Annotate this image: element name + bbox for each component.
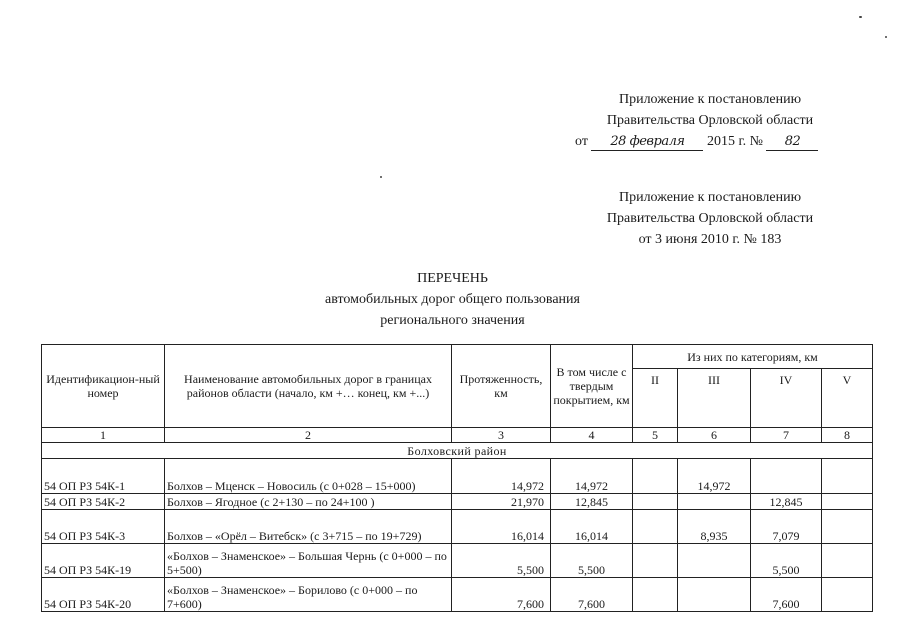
road-length: 5,500 xyxy=(452,544,551,578)
road-paved: 12,845 xyxy=(551,494,633,510)
column-number: 3 xyxy=(452,428,551,443)
road-cat-ii xyxy=(633,578,678,612)
road-length: 7,600 xyxy=(452,578,551,612)
table-row xyxy=(42,494,873,510)
scan-speck xyxy=(859,16,862,18)
column-number: 5 xyxy=(633,428,678,443)
original-line-2: Правительства Орловской области xyxy=(606,211,814,226)
column-number: 2 xyxy=(165,428,452,443)
road-cat-iii: 14,972 xyxy=(678,459,751,494)
original-header xyxy=(560,187,860,250)
road-name: Болхов – Мценск – Новосиль (с 0+028 – 15+000) xyxy=(165,459,452,494)
road-cat-ii xyxy=(633,544,678,578)
road-id: 54 ОП РЗ 54К-2 xyxy=(42,494,165,510)
approval-year: 2015 г. № xyxy=(706,134,763,149)
road-paved: 5,500 xyxy=(551,544,633,578)
column-number: 1 xyxy=(42,428,165,443)
road-length: 21,970 xyxy=(452,494,551,510)
road-cat-ii xyxy=(633,510,678,544)
district-name: Болховский район xyxy=(42,443,873,459)
roads-table xyxy=(41,344,873,612)
header-cat-iv: IV xyxy=(751,369,822,428)
road-cat-ii xyxy=(633,494,678,510)
road-cat-v xyxy=(822,544,873,578)
road-name: Болхов – «Орёл – Витебск» (с 3+715 – по 19+729) xyxy=(165,510,452,544)
header-paved: В том числе с твердым покрытием, км xyxy=(551,345,633,428)
road-paved: 7,600 xyxy=(551,578,633,612)
original-line-1: Приложение к постановлению xyxy=(618,190,802,205)
road-length: 16,014 xyxy=(452,510,551,544)
road-cat-iii xyxy=(678,494,751,510)
table-row xyxy=(42,578,873,612)
approval-prefix: от xyxy=(575,134,588,149)
road-cat-v xyxy=(822,459,873,494)
road-id: 54 ОП РЗ 54К-20 xyxy=(42,578,165,612)
title-line-3: регионального значения xyxy=(380,313,525,328)
road-id: 54 ОП РЗ 54К-1 xyxy=(42,459,165,494)
column-number: 6 xyxy=(678,428,751,443)
table-row xyxy=(42,510,873,544)
header-cat-ii: II xyxy=(633,369,678,428)
header-name: Наименование автомобильных дорог в границах районов области (начало, км +… конец, км +...) xyxy=(165,345,452,428)
road-cat-iv: 7,079 xyxy=(751,510,822,544)
column-numbers-row xyxy=(42,428,873,443)
road-cat-iv: 12,845 xyxy=(751,494,822,510)
header-cat-iii: III xyxy=(678,369,751,428)
header-categories: Из них по категориям, км xyxy=(633,345,873,369)
road-paved: 14,972 xyxy=(551,459,633,494)
title-line-1: ПЕРЕЧЕНЬ xyxy=(417,271,488,286)
header-cat-v: V xyxy=(822,369,873,428)
scan-speck xyxy=(380,176,382,178)
scan-speck xyxy=(885,36,887,38)
header-length: Протяженность, км xyxy=(452,345,551,428)
header-id: Идентификацион-ный номер xyxy=(42,345,165,428)
district-row xyxy=(42,443,873,459)
approval-line-1: Приложение к постановлению xyxy=(618,92,802,107)
road-cat-iii: 8,935 xyxy=(678,510,751,544)
road-cat-ii xyxy=(633,459,678,494)
column-number: 8 xyxy=(822,428,873,443)
road-cat-v xyxy=(822,510,873,544)
road-paved: 16,014 xyxy=(551,510,633,544)
road-name: «Болхов – Знаменское» – Борилово (с 0+000 – по 7+600) xyxy=(165,578,452,612)
road-cat-iv xyxy=(751,459,822,494)
road-cat-v xyxy=(822,494,873,510)
approval-line-2: Правительства Орловской области xyxy=(606,113,814,128)
table-row xyxy=(42,544,873,578)
road-cat-iii xyxy=(678,544,751,578)
road-cat-iii xyxy=(678,578,751,612)
approval-line-3 xyxy=(560,131,860,152)
title-line-2: автомобильных дорог общего пользования xyxy=(325,292,580,307)
road-length: 14,972 xyxy=(452,459,551,494)
original-line-3: от 3 июня 2010 г. № 183 xyxy=(638,232,782,247)
road-cat-v xyxy=(822,578,873,612)
road-id: 54 ОП РЗ 54К-3 xyxy=(42,510,165,544)
document-title xyxy=(0,268,905,331)
handwritten-date: 28 февраля xyxy=(591,133,703,151)
road-id: 54 ОП РЗ 54К-19 xyxy=(42,544,165,578)
road-name: «Болхов – Знаменское» – Большая Чернь (с 0+000 – по 5+500) xyxy=(165,544,452,578)
road-cat-iv: 5,500 xyxy=(751,544,822,578)
column-number: 7 xyxy=(751,428,822,443)
table-row xyxy=(42,459,873,494)
road-cat-iv: 7,600 xyxy=(751,578,822,612)
column-number: 4 xyxy=(551,428,633,443)
approval-header xyxy=(560,89,860,152)
handwritten-number: 82 xyxy=(766,133,818,151)
road-name: Болхов – Ягодное (с 2+130 – по 24+100 ) xyxy=(165,494,452,510)
